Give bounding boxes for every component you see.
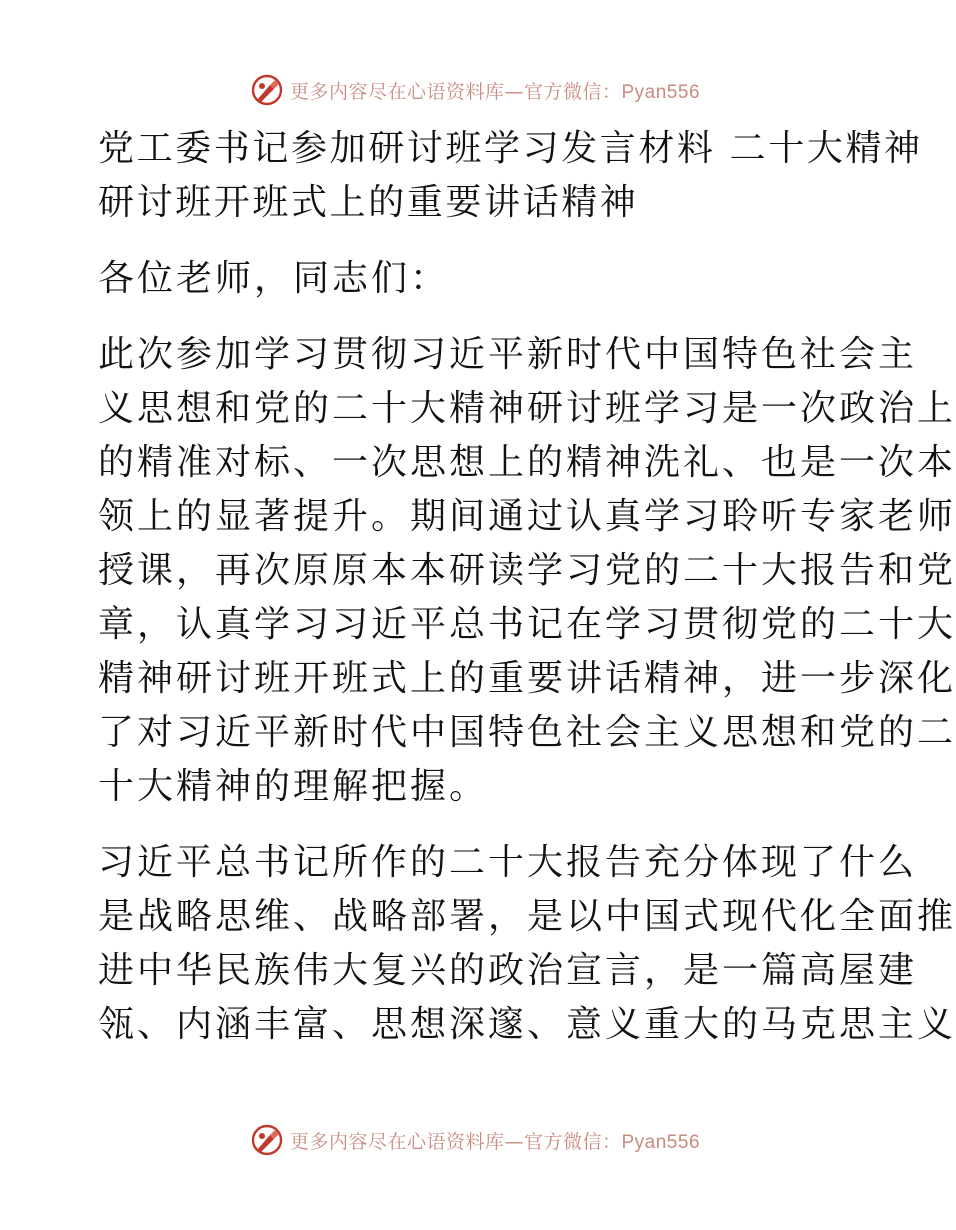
paragraph-line: 十大精神的理解把握。 [98,766,489,807]
document-title-line-2: 研讨班开班式上的重要讲话精神 [98,182,639,223]
paragraph-1 [98,328,956,814]
header-watermark [0,70,950,110]
paragraph-2 [98,836,956,1052]
paragraph-line: 领上的显著提升。期间通过认真学习聆听专家老师 [98,496,956,537]
paragraph-line: 义思想和党的二十大精神研讨班学习是一次政治上 [98,388,956,429]
pen-logo-icon [250,1123,284,1157]
watermark-wechat-id: Pyan556 [621,1131,701,1153]
pen-logo-icon [250,73,284,107]
watermark-wechat-id: Pyan556 [621,81,701,103]
paragraph-line: 了对习近平新时代中国特色社会主义思想和党的二 [98,712,956,753]
paragraph-line: 习近平总书记所作的二十大报告充分体现了什么 [98,842,918,883]
document-body [98,122,956,1052]
paragraph-line: 此次参加学习贯彻习近平新时代中国特色社会主 [98,334,918,375]
paragraph-line: 进中华民族伟大复兴的政治宣言，是一篇高屋建 [98,950,918,991]
paragraph-line: 瓴、内涵丰富、思想深邃、意义重大的马克思主义 [98,1004,956,1045]
watermark-label: 更多内容尽在心语资料库—官方微信： [289,1130,622,1153]
watermark-label: 更多内容尽在心语资料库—官方微信： [289,80,622,103]
paragraph-line: 授课，再次原原本本研读学习党的二十大报告和党 [98,550,956,591]
paragraph-line: 是战略思维、战略部署，是以中国式现代化全面推 [98,896,956,937]
watermark-text [290,77,700,104]
greeting: 各位老师，同志们： [98,258,450,299]
watermark-text [290,1127,700,1154]
footer-watermark [0,1120,950,1160]
document-title-line-1: 党工委书记参加研讨班学习发言材料 二十大精神 [98,128,923,169]
paragraph-line: 的精准对标、一次思想上的精神洗礼、也是一次本 [98,442,956,483]
paragraph-line: 精神研讨班开班式上的重要讲话精神，进一步深化 [98,658,956,699]
paragraph-line: 章，认真学习习近平总书记在学习贯彻党的二十大 [98,604,956,645]
